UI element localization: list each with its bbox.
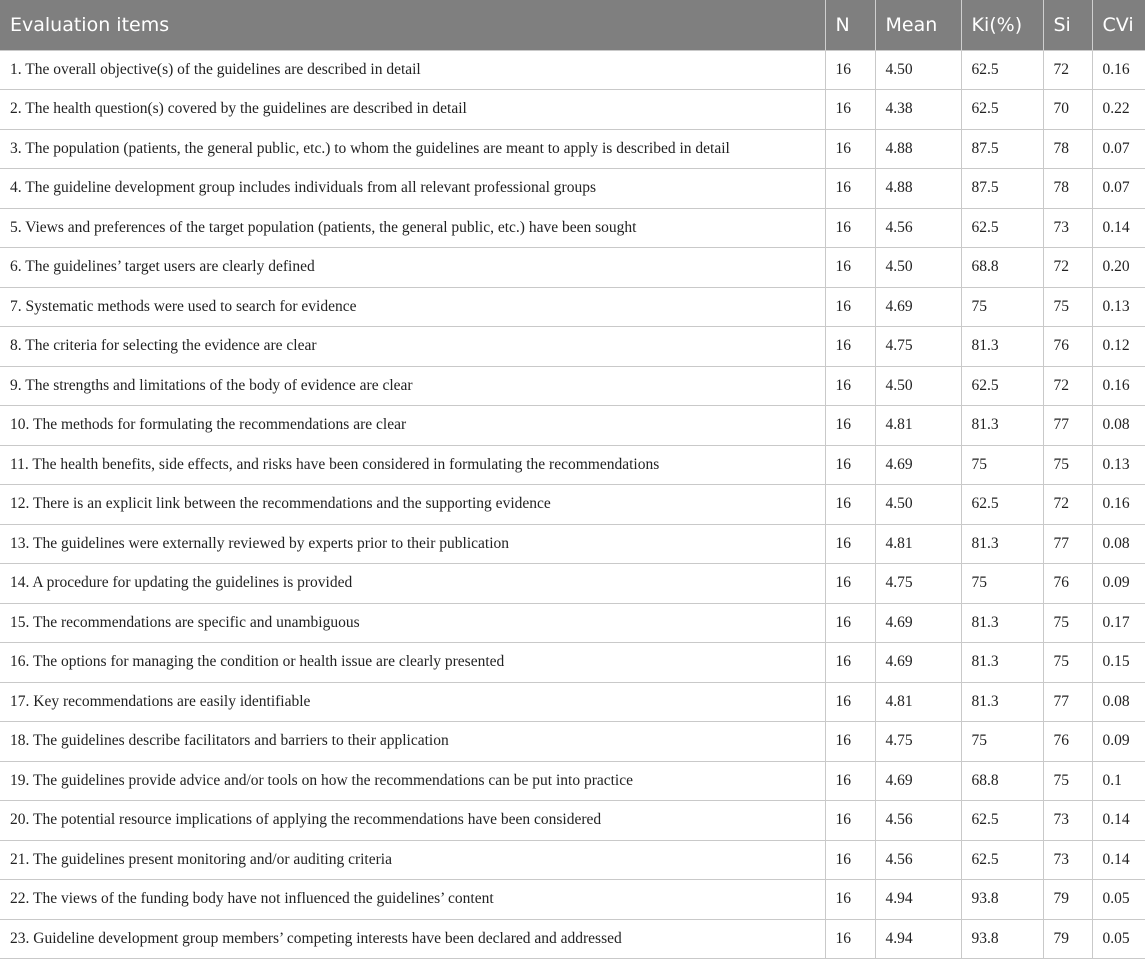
si-cell: 79 [1043,919,1092,959]
table-row [0,722,1145,762]
cvi-cell: 0.16 [1092,366,1145,406]
mean-cell: 4.50 [875,366,961,406]
mean-cell: 4.81 [875,524,961,564]
table-row [0,406,1145,446]
n-cell: 16 [825,603,875,643]
mean-cell: 4.56 [875,208,961,248]
evaluation-item-cell: 12. There is an explicit link between the recommendations and the supporting evidence [0,485,825,525]
evaluation-item-cell: 6. The guidelines’ target users are clearly defined [0,248,825,288]
table-row [0,643,1145,683]
evaluation-item-cell: 3. The population (patients, the general public, etc.) to whom the guidelines are meant to apply is described in detail [0,129,825,169]
cvi-cell: 0.22 [1092,90,1145,130]
si-cell: 75 [1043,761,1092,801]
cvi-cell: 0.17 [1092,603,1145,643]
evaluation-item-cell: 15. The recommendations are specific and unambiguous [0,603,825,643]
si-cell: 76 [1043,564,1092,604]
cvi-cell: 0.15 [1092,643,1145,683]
si-cell: 76 [1043,327,1092,367]
evaluation-item-cell: 9. The strengths and limitations of the body of evidence are clear [0,366,825,406]
table-row [0,287,1145,327]
ki-cell: 68.8 [961,248,1043,288]
ki-cell: 87.5 [961,169,1043,209]
evaluation-item-cell: 21. The guidelines present monitoring and/or auditing criteria [0,840,825,880]
ki-cell: 62.5 [961,485,1043,525]
n-cell: 16 [825,169,875,209]
si-cell: 73 [1043,208,1092,248]
header-si: Si [1043,0,1092,50]
n-cell: 16 [825,129,875,169]
n-cell: 16 [825,287,875,327]
ki-cell: 81.3 [961,603,1043,643]
n-cell: 16 [825,682,875,722]
table-row [0,445,1145,485]
ki-cell: 81.3 [961,682,1043,722]
n-cell: 16 [825,248,875,288]
cvi-cell: 0.05 [1092,880,1145,920]
cvi-cell: 0.13 [1092,445,1145,485]
header-row [0,0,1145,50]
mean-cell: 4.69 [875,643,961,683]
evaluation-item-cell: 11. The health benefits, side effects, and risks have been considered in formulating the recommendations [0,445,825,485]
evaluation-item-cell: 22. The views of the funding body have not influenced the guidelines’ content [0,880,825,920]
cvi-cell: 0.08 [1092,682,1145,722]
table-row [0,129,1145,169]
si-cell: 78 [1043,169,1092,209]
si-cell: 76 [1043,722,1092,762]
si-cell: 77 [1043,524,1092,564]
ki-cell: 93.8 [961,880,1043,920]
ki-cell: 68.8 [961,761,1043,801]
evaluation-item-cell: 7. Systematic methods were used to search for evidence [0,287,825,327]
n-cell: 16 [825,485,875,525]
table-row [0,524,1145,564]
table-header [0,0,1145,50]
cvi-cell: 0.16 [1092,485,1145,525]
n-cell: 16 [825,90,875,130]
evaluation-item-cell: 23. Guideline development group members’ competing interests have been declared and addressed [0,919,825,959]
header-ki: Ki(%) [961,0,1043,50]
table-row [0,840,1145,880]
n-cell: 16 [825,801,875,841]
mean-cell: 4.38 [875,90,961,130]
evaluation-item-cell: 18. The guidelines describe facilitators and barriers to their application [0,722,825,762]
mean-cell: 4.75 [875,564,961,604]
n-cell: 16 [825,366,875,406]
cvi-cell: 0.08 [1092,524,1145,564]
table-row [0,603,1145,643]
evaluation-item-cell: 16. The options for managing the condition or health issue are clearly presented [0,643,825,683]
table-row [0,169,1145,209]
si-cell: 75 [1043,603,1092,643]
ki-cell: 62.5 [961,50,1043,90]
table-row [0,880,1145,920]
cvi-cell: 0.12 [1092,327,1145,367]
ki-cell: 62.5 [961,90,1043,130]
header-mean: Mean [875,0,961,50]
header-cvi: CVi [1092,0,1145,50]
evaluation-item-cell: 2. The health question(s) covered by the guidelines are described in detail [0,90,825,130]
cvi-cell: 0.16 [1092,50,1145,90]
ki-cell: 75 [961,564,1043,604]
mean-cell: 4.94 [875,880,961,920]
ki-cell: 75 [961,287,1043,327]
evaluation-item-cell: 4. The guideline development group includes individuals from all relevant professional groups [0,169,825,209]
table-row [0,485,1145,525]
si-cell: 72 [1043,485,1092,525]
table-row [0,761,1145,801]
cvi-cell: 0.14 [1092,840,1145,880]
evaluation-item-cell: 8. The criteria for selecting the evidence are clear [0,327,825,367]
evaluation-item-cell: 14. A procedure for updating the guidelines is provided [0,564,825,604]
mean-cell: 4.94 [875,919,961,959]
header-evaluation-items: Evaluation items [0,0,825,50]
table-row [0,564,1145,604]
cvi-cell: 0.20 [1092,248,1145,288]
ki-cell: 81.3 [961,643,1043,683]
n-cell: 16 [825,643,875,683]
table-row [0,90,1145,130]
ki-cell: 81.3 [961,524,1043,564]
ki-cell: 81.3 [961,406,1043,446]
n-cell: 16 [825,208,875,248]
evaluation-item-cell: 5. Views and preferences of the target population (patients, the general public, etc.) have been sought [0,208,825,248]
si-cell: 78 [1043,129,1092,169]
table-row [0,50,1145,90]
ki-cell: 62.5 [961,840,1043,880]
n-cell: 16 [825,722,875,762]
cvi-cell: 0.08 [1092,406,1145,446]
si-cell: 72 [1043,50,1092,90]
mean-cell: 4.69 [875,287,961,327]
table-row [0,208,1145,248]
mean-cell: 4.81 [875,682,961,722]
cvi-cell: 0.09 [1092,722,1145,762]
n-cell: 16 [825,445,875,485]
ki-cell: 62.5 [961,208,1043,248]
si-cell: 72 [1043,248,1092,288]
ki-cell: 81.3 [961,327,1043,367]
mean-cell: 4.69 [875,761,961,801]
n-cell: 16 [825,919,875,959]
si-cell: 79 [1043,880,1092,920]
ki-cell: 87.5 [961,129,1043,169]
si-cell: 70 [1043,90,1092,130]
ki-cell: 75 [961,445,1043,485]
evaluation-item-cell: 17. Key recommendations are easily identifiable [0,682,825,722]
mean-cell: 4.75 [875,722,961,762]
n-cell: 16 [825,50,875,90]
mean-cell: 4.88 [875,169,961,209]
ki-cell: 62.5 [961,366,1043,406]
si-cell: 75 [1043,643,1092,683]
n-cell: 16 [825,327,875,367]
cvi-cell: 0.14 [1092,208,1145,248]
mean-cell: 4.69 [875,603,961,643]
ki-cell: 62.5 [961,801,1043,841]
mean-cell: 4.69 [875,445,961,485]
mean-cell: 4.50 [875,50,961,90]
evaluation-item-cell: 13. The guidelines were externally reviewed by experts prior to their publication [0,524,825,564]
ki-cell: 75 [961,722,1043,762]
si-cell: 73 [1043,801,1092,841]
mean-cell: 4.56 [875,840,961,880]
evaluation-item-cell: 10. The methods for formulating the recommendations are clear [0,406,825,446]
cvi-cell: 0.07 [1092,129,1145,169]
table-row [0,327,1145,367]
table-row [0,682,1145,722]
table-row [0,919,1145,959]
evaluation-item-cell: 19. The guidelines provide advice and/or tools on how the recommendations can be put into practice [0,761,825,801]
mean-cell: 4.50 [875,248,961,288]
cvi-cell: 0.07 [1092,169,1145,209]
mean-cell: 4.88 [875,129,961,169]
mean-cell: 4.81 [875,406,961,446]
n-cell: 16 [825,761,875,801]
table-row [0,248,1145,288]
cvi-cell: 0.1 [1092,761,1145,801]
n-cell: 16 [825,880,875,920]
n-cell: 16 [825,524,875,564]
cvi-cell: 0.14 [1092,801,1145,841]
mean-cell: 4.75 [875,327,961,367]
table-body [0,50,1145,959]
n-cell: 16 [825,406,875,446]
si-cell: 77 [1043,406,1092,446]
table-row [0,801,1145,841]
si-cell: 73 [1043,840,1092,880]
cvi-cell: 0.13 [1092,287,1145,327]
cvi-cell: 0.05 [1092,919,1145,959]
si-cell: 75 [1043,445,1092,485]
si-cell: 77 [1043,682,1092,722]
ki-cell: 93.8 [961,919,1043,959]
table-row [0,366,1145,406]
header-n: N [825,0,875,50]
mean-cell: 4.56 [875,801,961,841]
evaluation-item-cell: 1. The overall objective(s) of the guidelines are described in detail [0,50,825,90]
si-cell: 75 [1043,287,1092,327]
mean-cell: 4.50 [875,485,961,525]
n-cell: 16 [825,840,875,880]
n-cell: 16 [825,564,875,604]
cvi-cell: 0.09 [1092,564,1145,604]
si-cell: 72 [1043,366,1092,406]
evaluation-item-cell: 20. The potential resource implications of applying the recommendations have been considered [0,801,825,841]
